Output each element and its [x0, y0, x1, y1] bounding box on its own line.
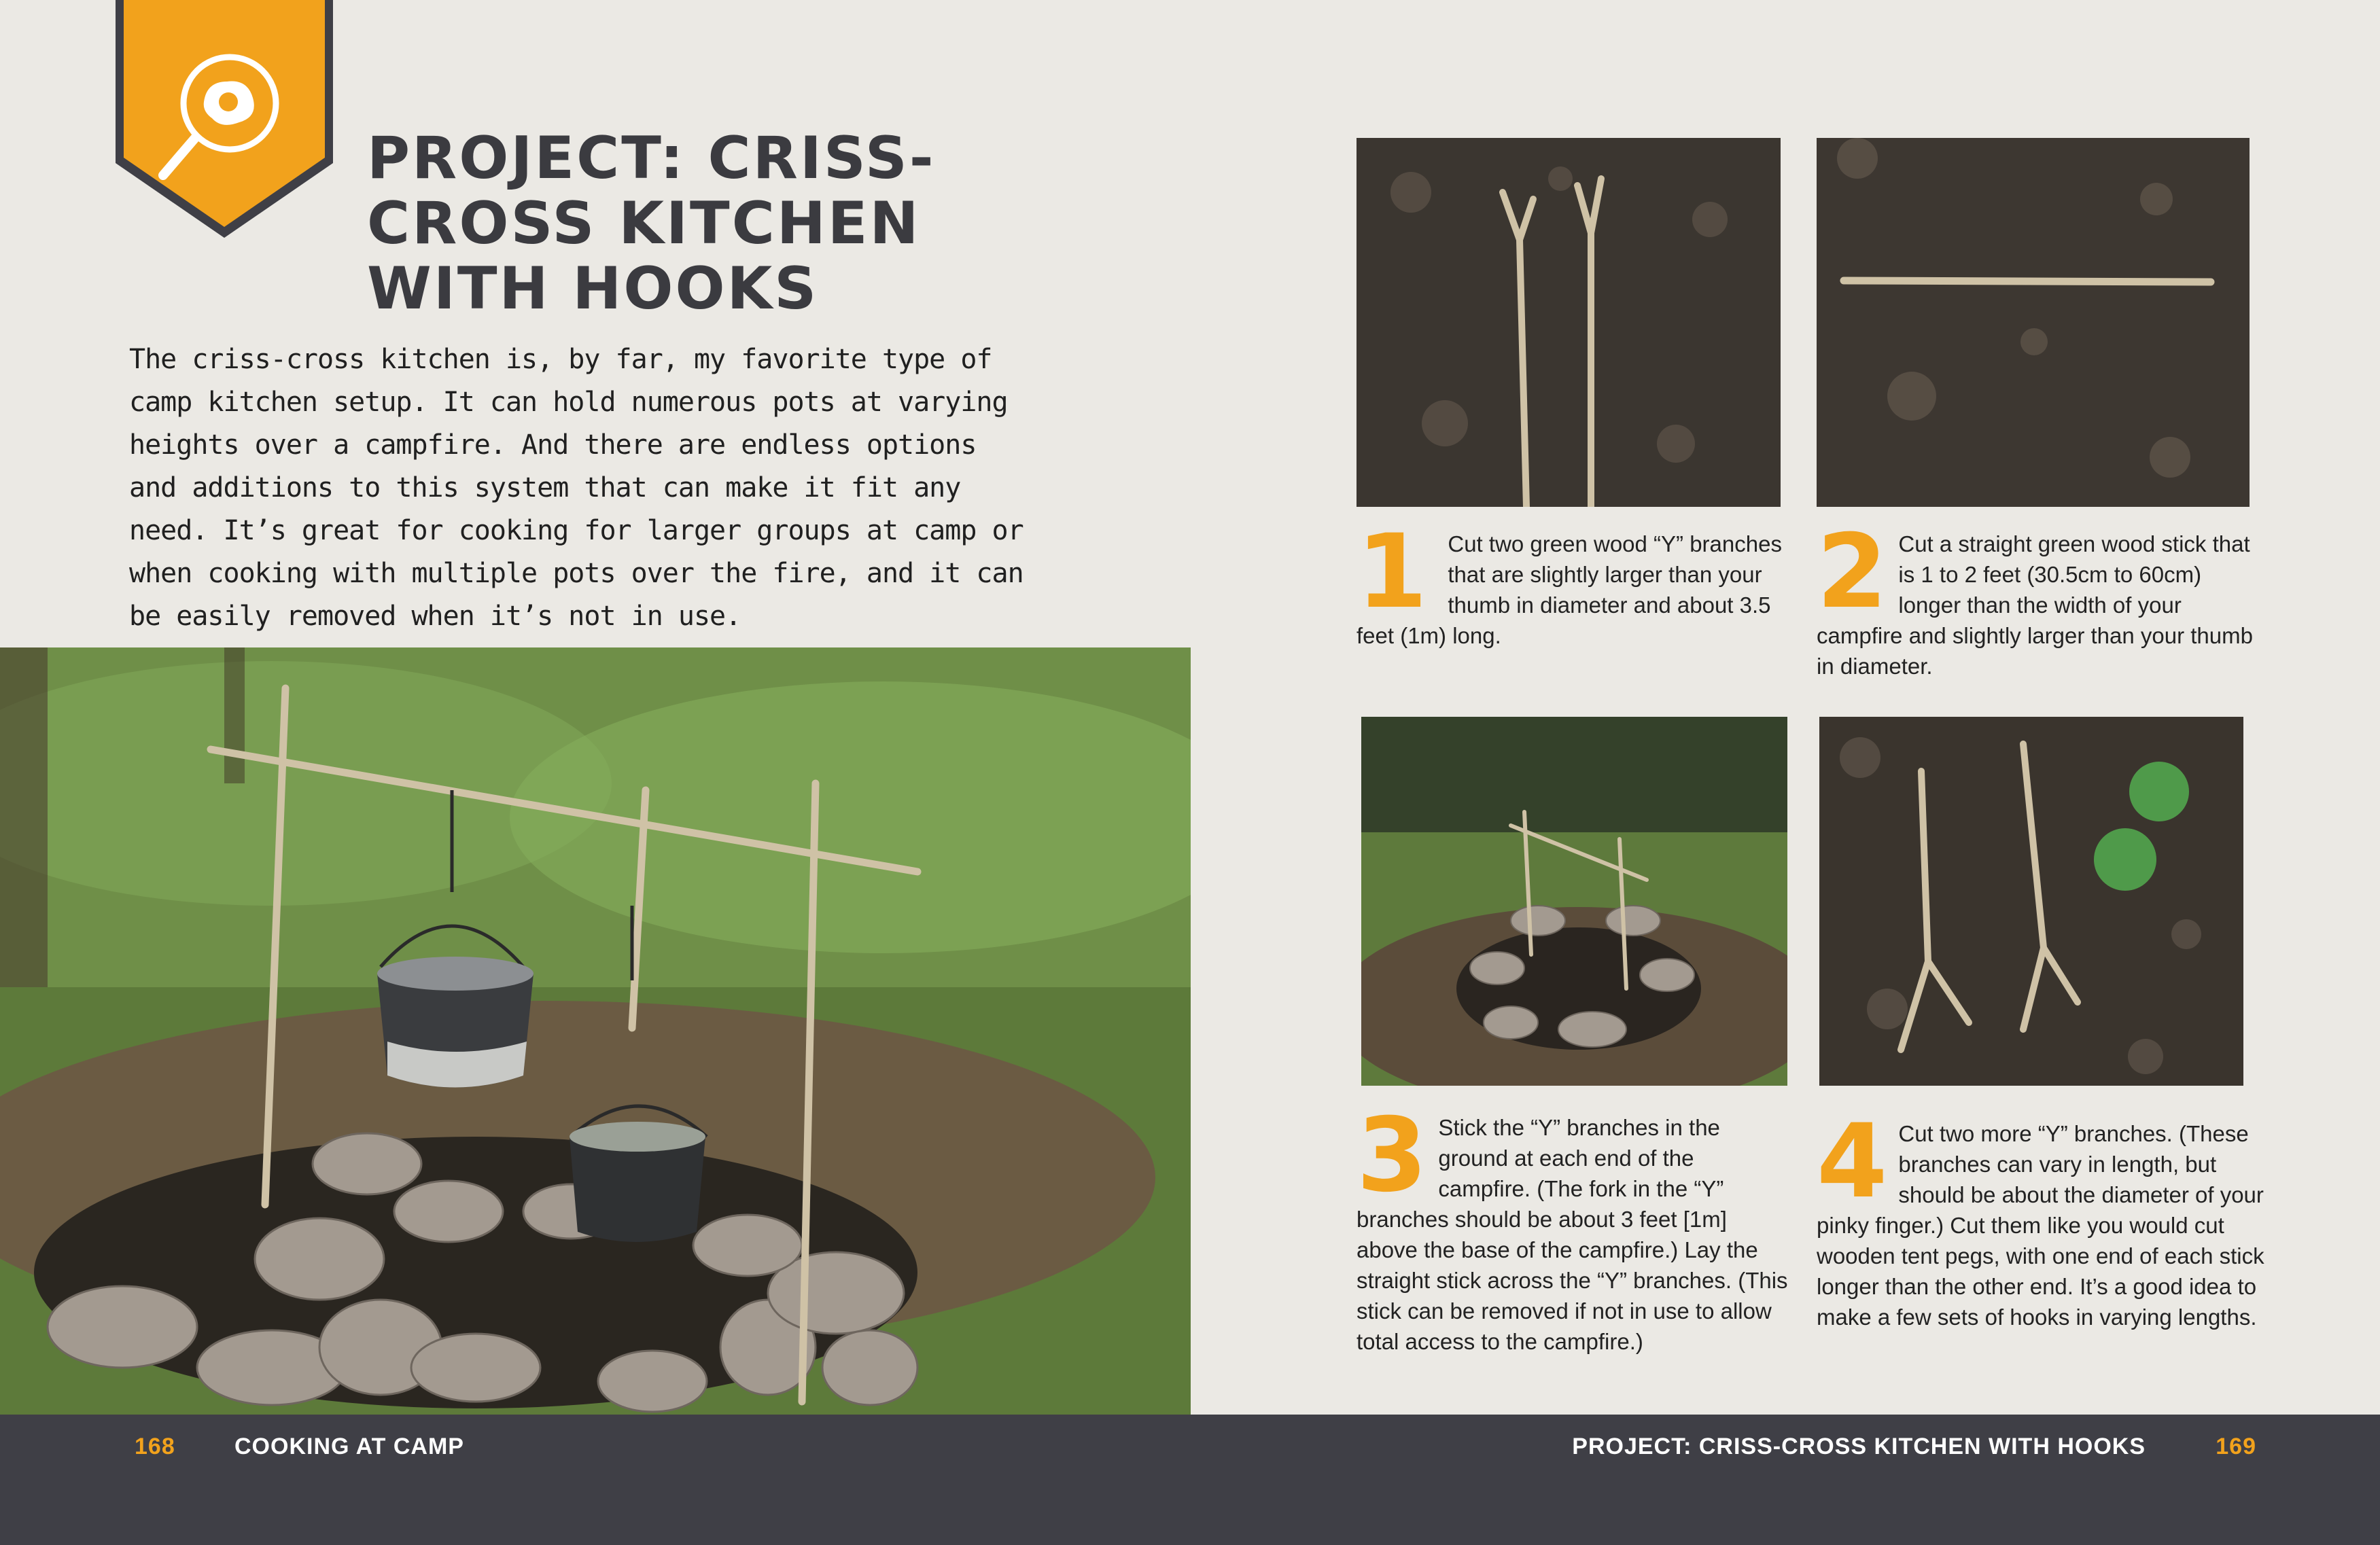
page-title: PROJECT: CRISS-CROSS KITCHEN WITH HOOKS: [367, 124, 936, 323]
step-1-photo: [1357, 138, 1781, 507]
section-badge: [116, 0, 333, 241]
step-1: [1357, 513, 1791, 651]
step-2: [1817, 513, 2269, 681]
page-footer: [0, 1415, 2380, 1545]
intro-paragraph: The criss-cross kitchen is, by far, my favorite type of camp kitchen setup. It can hold numerous pots at varying heights over a campfire. And there are endless options and additions to this system that can make it fit any need. It’s great for cooking for larger groups at camp or when cooking with multiple pots over the fire, and it can be easily removed when it’s not in use.: [129, 344, 1023, 632]
step-3-text: Stick the “Y” branches in the ground at each end of the campfire. (The fork in the “Y” branches should be about 3 feet [1m] above the base of the campfire.) Lay the straight stick across the “Y” branches. (This stick can be removed if not in use to allow total access to the campfire.): [1357, 1115, 1788, 1354]
step-3-number: 3: [1357, 1097, 1428, 1215]
step-2-text: Cut a straight green wood stick that is 1 to 2 feet (30.5cm to 60cm) longer than the width of your campfire and slightly larger than your thumb in diameter.: [1817, 531, 2253, 679]
step-4-photo: [1819, 717, 2243, 1086]
step-4-number: 4: [1817, 1103, 1888, 1221]
step-3-photo: [1361, 717, 1787, 1086]
step-1-text: Cut two green wood “Y” branches that are slightly larger than your thumb in diameter and about 3.5 feet (1m) long.: [1357, 531, 1782, 648]
main-photo-criss-cross-kitchen: [0, 647, 1191, 1415]
right-page-number: 169: [2216, 1434, 2256, 1459]
step-1-number: 1: [1357, 513, 1428, 631]
left-running-head: COOKING AT CAMP: [234, 1434, 464, 1459]
step-2-photo: [1817, 138, 2250, 507]
step-4: [1817, 1103, 2269, 1332]
step-4-text: Cut two more “Y” branches. (These branches can vary in length, but should be about the diameter of your pinky finger.) Cut them like you would cut wooden tent pegs, with one end of each stick longer than the other end. It’s a good idea to make a few sets of hooks in varying lengths.: [1817, 1121, 2264, 1330]
step-2-number: 2: [1817, 513, 1888, 631]
step-3: [1357, 1097, 1791, 1357]
left-page-number: 168: [135, 1434, 175, 1459]
right-running-head: PROJECT: CRISS-CROSS KITCHEN WITH HOOKS: [1572, 1434, 2146, 1459]
